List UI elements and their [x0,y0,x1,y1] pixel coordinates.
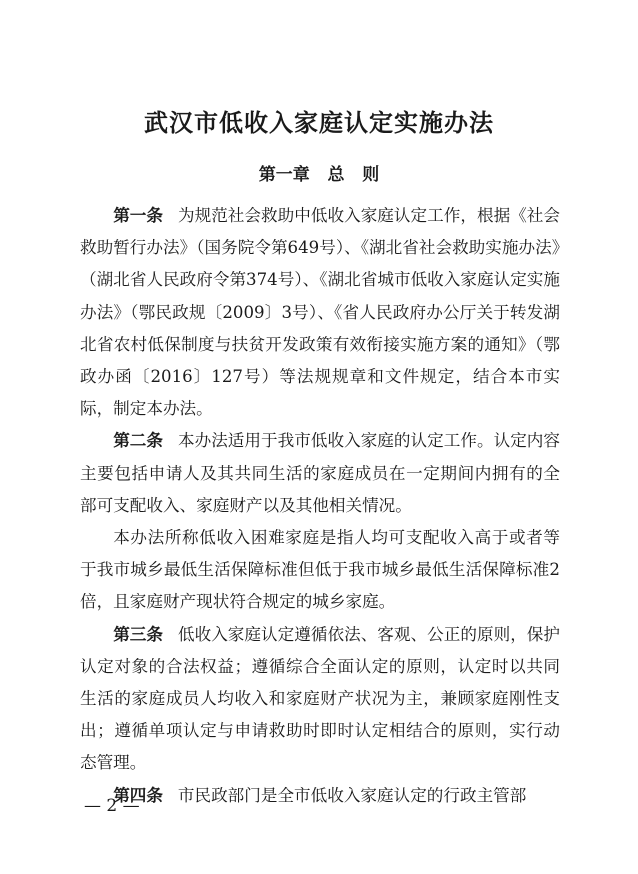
paragraph-text: 本办法适用于我市低收入家庭的认定工作。认定内容主要包括申请人及其共同生活的家庭成员在一定期间内拥有的全部可支配收入、家庭财产以及其他相关情况。 [80,431,561,515]
paragraph-text: 本办法所称低收入困难家庭是指人均可支配收入高于或者等于我市城乡最低生活保障标准但低于我市城乡最低生活保障标准2倍，且家庭财产现状符合规定的城乡家庭。 [80,528,560,612]
paragraph-text: 为规范社会救助中低收入家庭认定工作，根据《社会救助暂行办法》（国务院令第649号）、《湖北省社会救助实施办法》（湖北省人民政府令第374号）、《湖北省城市低收入家庭认定实施办法》（鄂民政规〔2009〕3号）、《省人民政府办公厅关于转发湖北省农村低保制度与扶贫开发政策有效衔接实施方案的通知》（鄂政办函〔2016〕127号）等法规规章和文件规定，结合本市实际，制定本办法。 [80,206,561,419]
paragraph-text: 市民政部门是全市低收入家庭认定的行政主管部 [177,785,527,805]
document-title: 武汉市低收入家庭认定实施办法 [144,109,494,137]
article-label: 第四条 [113,785,163,805]
paragraph-text: 低收入家庭认定遵循依法、客观、公正的原则，保护认定对象的合法权益；遵循综合全面认定的原则，认定时以共同生活的家庭成员人均收入和家庭财产状况为主，兼顾家庭刚性支出；遵循单项认定与申请救助时即时认定相结合的原则，实行动态管理。 [80,624,561,773]
article-label: 第二条 [113,431,164,451]
article-label: 第三条 [113,624,164,644]
page-number: — 2 — [84,796,140,816]
chapter-heading: 第一章 总 则 [258,165,380,185]
paragraph-article-2-continued [80,522,560,619]
paragraph-article-2 [80,425,560,522]
paragraph-article-3 [80,619,560,780]
paragraph-article-4 [80,780,560,812]
document-body [80,200,560,812]
article-label: 第一条 [113,206,164,225]
paragraph-article-1 [80,200,560,425]
